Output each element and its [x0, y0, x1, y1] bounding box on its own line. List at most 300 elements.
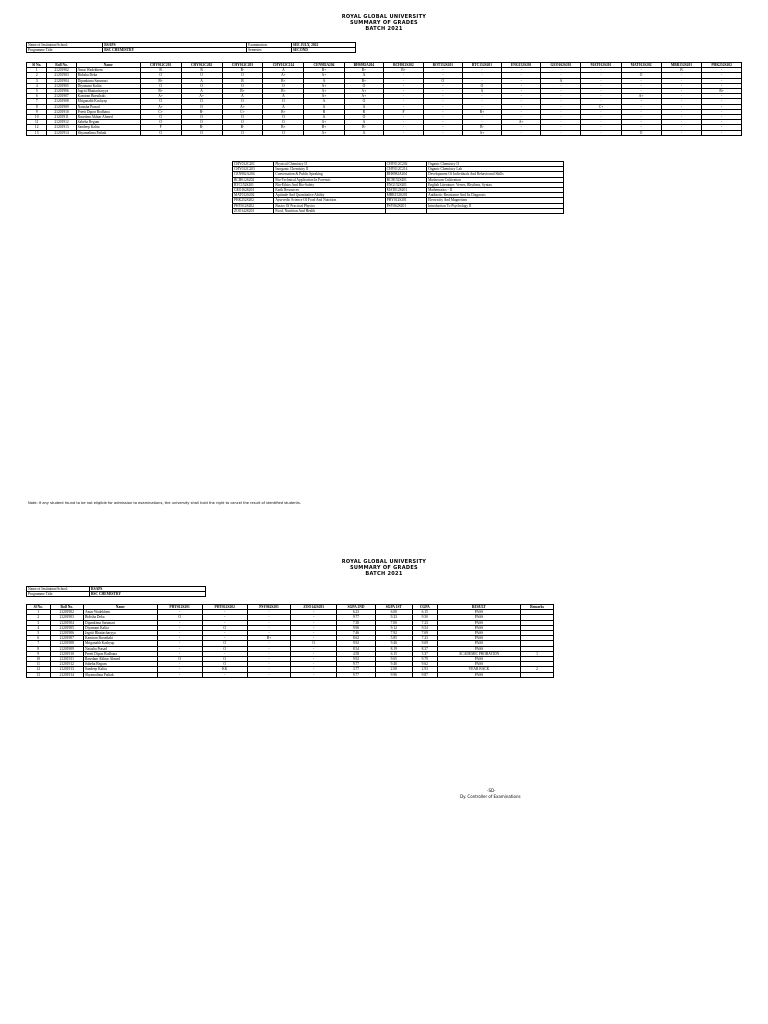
table-cell: 7.23 [412, 636, 437, 641]
table-cell: - [157, 667, 202, 672]
exam-value: SEE JULY, 2022 [291, 43, 355, 48]
table-cell: 11 [27, 120, 47, 125]
table-cell: A+ [304, 73, 344, 78]
table-cell: 21201905 [50, 625, 84, 630]
table-cell: - [581, 78, 621, 83]
table-cell: 9.69 [412, 641, 437, 646]
table-cell: - [581, 125, 621, 130]
table-cell: - [462, 104, 501, 109]
semester-label: Semester: [247, 48, 292, 53]
table-cell: - [423, 115, 462, 120]
table-cell: - [581, 89, 621, 94]
table-cell: - [702, 78, 742, 83]
table-cell: O [202, 646, 247, 651]
table-cell: O [181, 99, 222, 104]
table-cell: 2 [521, 667, 554, 672]
table-cell: 8 [27, 646, 51, 651]
table-cell: O [140, 83, 181, 88]
table-cell: - [621, 120, 661, 125]
table-cell: 21201909 [50, 646, 84, 651]
table-cell: A [344, 104, 384, 109]
table-cell: - [581, 109, 621, 114]
legend-cell: Ayurvedic Science Of Food And Nutrition [274, 198, 385, 203]
table-cell: 9.46 [375, 641, 412, 646]
table-cell: O [621, 73, 661, 78]
table-cell: 6 [27, 94, 47, 99]
table-cell: - [501, 83, 541, 88]
table-cell: B+ [462, 109, 501, 114]
table-cell: - [702, 73, 742, 78]
table-cell: - [423, 68, 462, 73]
programme-label: Programme Title: [27, 592, 90, 597]
table-cell: B [181, 68, 222, 73]
table-cell: - [621, 83, 661, 88]
programme-value: BSC CHEMISTRY [103, 48, 247, 53]
table-cell: 9.87 [412, 672, 437, 677]
table-cell: - [202, 651, 247, 656]
meta-table-2 [26, 586, 206, 597]
legend-cell: Development Of Individuals And Behavioural Skills [427, 172, 564, 177]
table-cell: 2 [27, 73, 47, 78]
legend-cell: PSY062S201 [385, 203, 426, 208]
column-header: Name [76, 63, 140, 68]
table-cell: - [291, 667, 337, 672]
table-cell: A [344, 73, 384, 78]
table-cell: A [462, 89, 501, 94]
legend-cell: CHY012C202 [385, 162, 426, 167]
table-cell: Diyamani Kalita [84, 625, 158, 630]
table-cell: - [384, 89, 424, 94]
table-cell: - [581, 130, 621, 135]
table-cell: - [621, 89, 661, 94]
table-cell: O [222, 73, 263, 78]
table-cell: PASS [437, 631, 520, 636]
table-cell: - [247, 631, 291, 636]
table-cell: A+ [304, 89, 344, 94]
legend-cell: Organic Chemistry Lab [427, 167, 564, 172]
signature-title: Dy. Controller of Examinations [460, 794, 521, 799]
table-cell: A [181, 89, 222, 94]
table-cell: - [384, 94, 424, 99]
table-cell: 9.77 [337, 615, 376, 620]
legend-cell: PHY012S202 [233, 203, 274, 208]
table-cell: O [222, 120, 263, 125]
table-cell: A [304, 104, 344, 109]
table-cell: - [423, 89, 462, 94]
table-cell: O [263, 115, 304, 120]
legend-cell: BCH012S202 [233, 177, 274, 182]
table-cell: - [247, 615, 291, 620]
table-cell: B+ [140, 78, 181, 83]
table-cell: PASS [437, 610, 520, 615]
table-cell: 7.00 [375, 620, 412, 625]
table-cell: - [541, 73, 581, 78]
table-cell: A+ [140, 94, 181, 99]
table-cell: B- [222, 68, 263, 73]
table-cell: O [222, 115, 263, 120]
table-cell: O [222, 130, 263, 135]
table-cell: Jagriti Bhattacharyya [76, 89, 140, 94]
semester-value: SECOND [291, 48, 355, 53]
table-cell: - [423, 94, 462, 99]
legend-cell: CEN982A204 [233, 172, 274, 177]
table-cell: B+ [263, 78, 304, 83]
header-1 [0, 14, 768, 32]
table-cell: Rasedam Akhtar Ahmed [76, 115, 140, 120]
table-cell: A [263, 94, 304, 99]
course-legend-table [232, 161, 564, 214]
table-cell: - [291, 615, 337, 620]
table-cell: 5 [27, 89, 47, 94]
table-cell: A+ [263, 73, 304, 78]
batch-title: BATCH 2021 [365, 26, 403, 32]
legend-cell: Bio-Technical Application In Forensic [274, 177, 385, 182]
table-cell: B [304, 109, 344, 114]
table-cell: - [247, 625, 291, 630]
table-cell: Kamiran Boruthaki [84, 636, 158, 641]
table-cell: - [157, 646, 202, 651]
table-cell: - [581, 120, 621, 125]
legend-cell: Bio-Ethics And Bio-Safety [274, 182, 385, 187]
table-cell: - [661, 109, 702, 114]
column-header: RESULT [437, 605, 520, 610]
legend-cell: MBR152S201 [385, 193, 426, 198]
column-header: BCH012S202 [384, 63, 424, 68]
table-cell: 1 [27, 68, 47, 73]
table-cell: O [157, 615, 202, 620]
table-cell: - [423, 109, 462, 114]
legend-cell: ENG152S201 [385, 182, 426, 187]
table-cell: - [247, 651, 291, 656]
institution-label: Name of Institution/School: [27, 43, 103, 48]
table-cell: 21201905 [47, 83, 76, 88]
column-header: ENG152S201 [501, 63, 541, 68]
table-cell: 9.92 [337, 657, 376, 662]
column-header: BHS982A204 [344, 63, 384, 68]
table-cell: 7 [27, 641, 51, 646]
table-cell: - [291, 657, 337, 662]
column-header: SGPA 1ST [375, 605, 412, 610]
legend-cell: Mathematics - II [427, 188, 564, 193]
table-cell: - [621, 109, 661, 114]
table-cell: 6.00 [375, 610, 412, 615]
table-cell: O [462, 83, 501, 88]
legend-cell: BCH152S201 [385, 177, 426, 182]
legend-cell: Conversation & Public Speaking [274, 172, 385, 177]
legend-cell: Electricity And Magnetism [427, 198, 564, 203]
signature-mark: -SD- [487, 788, 496, 793]
column-header: BTC152S201 [462, 63, 501, 68]
table-cell: C+ [581, 104, 621, 109]
table-cell: 9.50 [412, 615, 437, 620]
summary-title: SUMMARY OF GRADES [350, 565, 418, 571]
table-cell: Kamiran Boruthaki [76, 94, 140, 99]
column-header: GEO162S201 [541, 63, 581, 68]
table-cell: O [181, 115, 222, 120]
table-cell: A+ [304, 130, 344, 135]
table-cell: 8.62 [337, 636, 376, 641]
table-cell: - [581, 94, 621, 99]
table-cell: 2 [27, 615, 51, 620]
table-cell: Sabeha Begum [84, 662, 158, 667]
table-cell: O [181, 73, 222, 78]
table-cell: 21201906 [47, 89, 76, 94]
table-cell: - [384, 125, 424, 130]
table-cell: B [222, 78, 263, 83]
table-cell: - [157, 620, 202, 625]
table-cell: - [661, 78, 702, 83]
table-cell: Bidisha Deka [84, 615, 158, 620]
table-cell: - [702, 120, 742, 125]
table-cell: - [157, 641, 202, 646]
table-cell: Shyamalima Pathak [76, 130, 140, 135]
table-cell: PASS [437, 620, 520, 625]
legend-row [233, 208, 564, 213]
legend-cell: BTC152S201 [233, 182, 274, 187]
table-cell: - [541, 83, 581, 88]
table-cell: - [423, 120, 462, 125]
table-cell: - [423, 104, 462, 109]
table-cell: - [581, 68, 621, 73]
table-cell: A+ [304, 83, 344, 88]
table-cell: - [661, 130, 702, 135]
column-header: CGPA [412, 605, 437, 610]
table-cell: - [702, 68, 742, 73]
table-cell: 9.62 [412, 662, 437, 667]
table-cell: - [462, 78, 501, 83]
table-cell: 9 [27, 651, 51, 656]
table-cell: - [541, 109, 581, 114]
table-cell: 7.69 [412, 631, 437, 636]
table-cell: O [140, 99, 181, 104]
table-cell: 1 [521, 651, 554, 656]
university-name: ROYAL GLOBAL UNIVERSITY [341, 14, 427, 20]
legend-cell: Organic Chemistry II [427, 162, 564, 167]
table-cell: Sabeha Begum [76, 120, 140, 125]
institution-label: Name of Institution/School: [27, 587, 90, 592]
column-header: Sl No. [27, 63, 47, 68]
table-cell: - [501, 104, 541, 109]
table-cell: 5.37 [412, 651, 437, 656]
table-cell: 9 [27, 109, 47, 114]
table-cell: - [384, 104, 424, 109]
table-cell: A [263, 104, 304, 109]
table-row [27, 130, 742, 135]
table-cell: B [344, 109, 384, 114]
table-cell: B- [462, 125, 501, 130]
table-cell: 2.08 [375, 667, 412, 672]
column-header: ZOO142S201 [291, 605, 337, 610]
table-cell: - [501, 94, 541, 99]
table-cell: 8 [27, 104, 47, 109]
table-cell: - [501, 78, 541, 83]
table-cell: Rasedam Akhtar Ahmed [84, 657, 158, 662]
grades-table-1 [26, 62, 742, 136]
table-cell: 21201914 [47, 130, 76, 135]
table-cell: - [661, 115, 702, 120]
eligibility-note: Note: If any student found to be not eligible for admission to examinations, the university shall hold the right to cancel the result of identified students. [28, 501, 301, 505]
table-cell: 13 [27, 130, 47, 135]
legend-cell: Basics Of Practical Physics [274, 203, 385, 208]
table-cell: - [702, 83, 742, 88]
table-cell: F [384, 109, 424, 114]
table-cell: - [202, 615, 247, 620]
table-cell: O [291, 641, 337, 646]
legend-cell [385, 208, 426, 213]
table-cell: O [263, 83, 304, 88]
table-cell: 7.46 [337, 631, 376, 636]
exam-label: Examination: [247, 43, 292, 48]
table-cell: 7.23 [412, 620, 437, 625]
table-cell: 9.23 [375, 615, 412, 620]
table-cell: 4.58 [337, 651, 376, 656]
table-cell: 12 [27, 125, 47, 130]
table-cell: O [181, 130, 222, 135]
table-cell: - [247, 641, 291, 646]
table-cell: - [247, 667, 291, 672]
table-cell: 1 [27, 610, 51, 615]
table-cell: - [621, 125, 661, 130]
table-cell: B+ [702, 89, 742, 94]
table-cell: B- [344, 125, 384, 130]
table-cell: - [202, 672, 247, 677]
table-cell: PASS [437, 646, 520, 651]
table-cell: B+ [263, 109, 304, 114]
institution-value: RSAPS [103, 43, 247, 48]
table-cell: 21201903 [50, 615, 84, 620]
table-cell: O [263, 130, 304, 135]
table-cell: 21201907 [50, 636, 84, 641]
table-cell: - [581, 115, 621, 120]
column-header: MAT012S201 [581, 63, 621, 68]
table-cell: A+ [304, 120, 344, 125]
university-name: ROYAL GLOBAL UNIVERSITY [341, 559, 427, 565]
legend-cell: MAT012S202 [233, 193, 274, 198]
legend-cell: GEO162S201 [233, 188, 274, 193]
table-cell: - [247, 672, 291, 677]
table-cell: A+ [462, 130, 501, 135]
table-cell: 2.93 [412, 667, 437, 672]
table-cell: O [423, 78, 462, 83]
table-cell: - [541, 115, 581, 120]
table-cell: 21201908 [50, 641, 84, 646]
table-cell: 4 [27, 625, 51, 630]
table-cell: 8.54 [337, 646, 376, 651]
table-cell: 21201908 [47, 99, 76, 104]
table-cell: PASS [437, 641, 520, 646]
table-cell: 21201911 [50, 657, 84, 662]
table-cell: 10 [27, 657, 51, 662]
column-header: Roll No. [50, 605, 84, 610]
column-header: PHY012S202 [202, 605, 247, 610]
table-cell: - [541, 94, 581, 99]
programme-value: BSC CHEMISTRY [90, 592, 206, 597]
table-cell: 21201909 [47, 104, 76, 109]
table-cell: C+ [222, 109, 263, 114]
table-cell: - [541, 104, 581, 109]
table-cell: Shyamalima Pathak [84, 672, 158, 677]
table-cell: 21201907 [47, 94, 76, 99]
table-cell: B+ [384, 68, 424, 73]
table-cell: - [291, 672, 337, 677]
table-cell: - [661, 73, 702, 78]
table-cell: - [661, 120, 702, 125]
table-cell: - [501, 125, 541, 130]
table-cell: Natasha Prasad [76, 104, 140, 109]
column-header: PSY062S201 [247, 605, 291, 610]
table-cell: A [304, 115, 344, 120]
legend-cell: Introduction To Psychology II [427, 203, 564, 208]
column-header: CHY012C203 [222, 63, 263, 68]
table-cell: - [157, 662, 202, 667]
table-cell: A [304, 78, 344, 83]
table-cell: - [247, 610, 291, 615]
table-cell: PASS [437, 636, 520, 641]
table-cell: 9.77 [337, 662, 376, 667]
table-cell: 3.77 [337, 667, 376, 672]
table-cell: - [702, 130, 742, 135]
table-cell: A+ [181, 94, 222, 99]
table-cell: Jagriti Bhattacharyya [84, 631, 158, 636]
table-cell: A+ [344, 94, 384, 99]
column-header: MBR152S201 [661, 63, 702, 68]
table-cell: - [384, 73, 424, 78]
table-cell: - [384, 120, 424, 125]
table-cell: - [247, 657, 291, 662]
table-cell: - [541, 125, 581, 130]
table-cell: - [202, 610, 247, 615]
grades-table-2 [26, 604, 554, 678]
legend-cell: CHY012C203 [233, 167, 274, 172]
table-cell: 9.96 [375, 672, 412, 677]
table-cell: - [291, 610, 337, 615]
legend-cell: Food, Nutrition And Health [274, 208, 385, 213]
table-cell: A+ [344, 89, 384, 94]
table-row [27, 672, 554, 677]
table-cell: B [140, 68, 181, 73]
table-cell: A [304, 99, 344, 104]
table-cell: Natasha Prasad [84, 646, 158, 651]
table-cell: 8.37 [412, 646, 437, 651]
table-cell: - [541, 130, 581, 135]
table-cell: 21201913 [50, 667, 84, 672]
table-cell: YEAR BACK [437, 667, 520, 672]
table-cell: O [140, 120, 181, 125]
table-cell: 21201911 [47, 115, 76, 120]
table-cell: - [423, 125, 462, 130]
table-cell: O [621, 130, 661, 135]
table-cell: 21201904 [47, 78, 76, 83]
table-cell: 11 [27, 662, 51, 667]
table-cell: - [291, 636, 337, 641]
legend-cell: MAT012S201 [385, 188, 426, 193]
table-cell: - [702, 99, 742, 104]
table-cell: 4 [27, 83, 47, 88]
table-cell: O [140, 73, 181, 78]
table-cell: B+ [304, 68, 344, 73]
legend-cell: ZOO142S201 [233, 208, 274, 213]
table-cell: A [344, 120, 384, 125]
table-cell: B+ [344, 68, 384, 73]
table-cell: - [661, 94, 702, 99]
table-cell: 9.12 [375, 625, 412, 630]
table-cell: B [661, 68, 702, 73]
table-cell: 13 [27, 672, 51, 677]
table-cell: A+ [621, 94, 661, 99]
table-cell [521, 672, 554, 677]
table-cell: - [462, 115, 501, 120]
table-cell: - [541, 99, 581, 104]
